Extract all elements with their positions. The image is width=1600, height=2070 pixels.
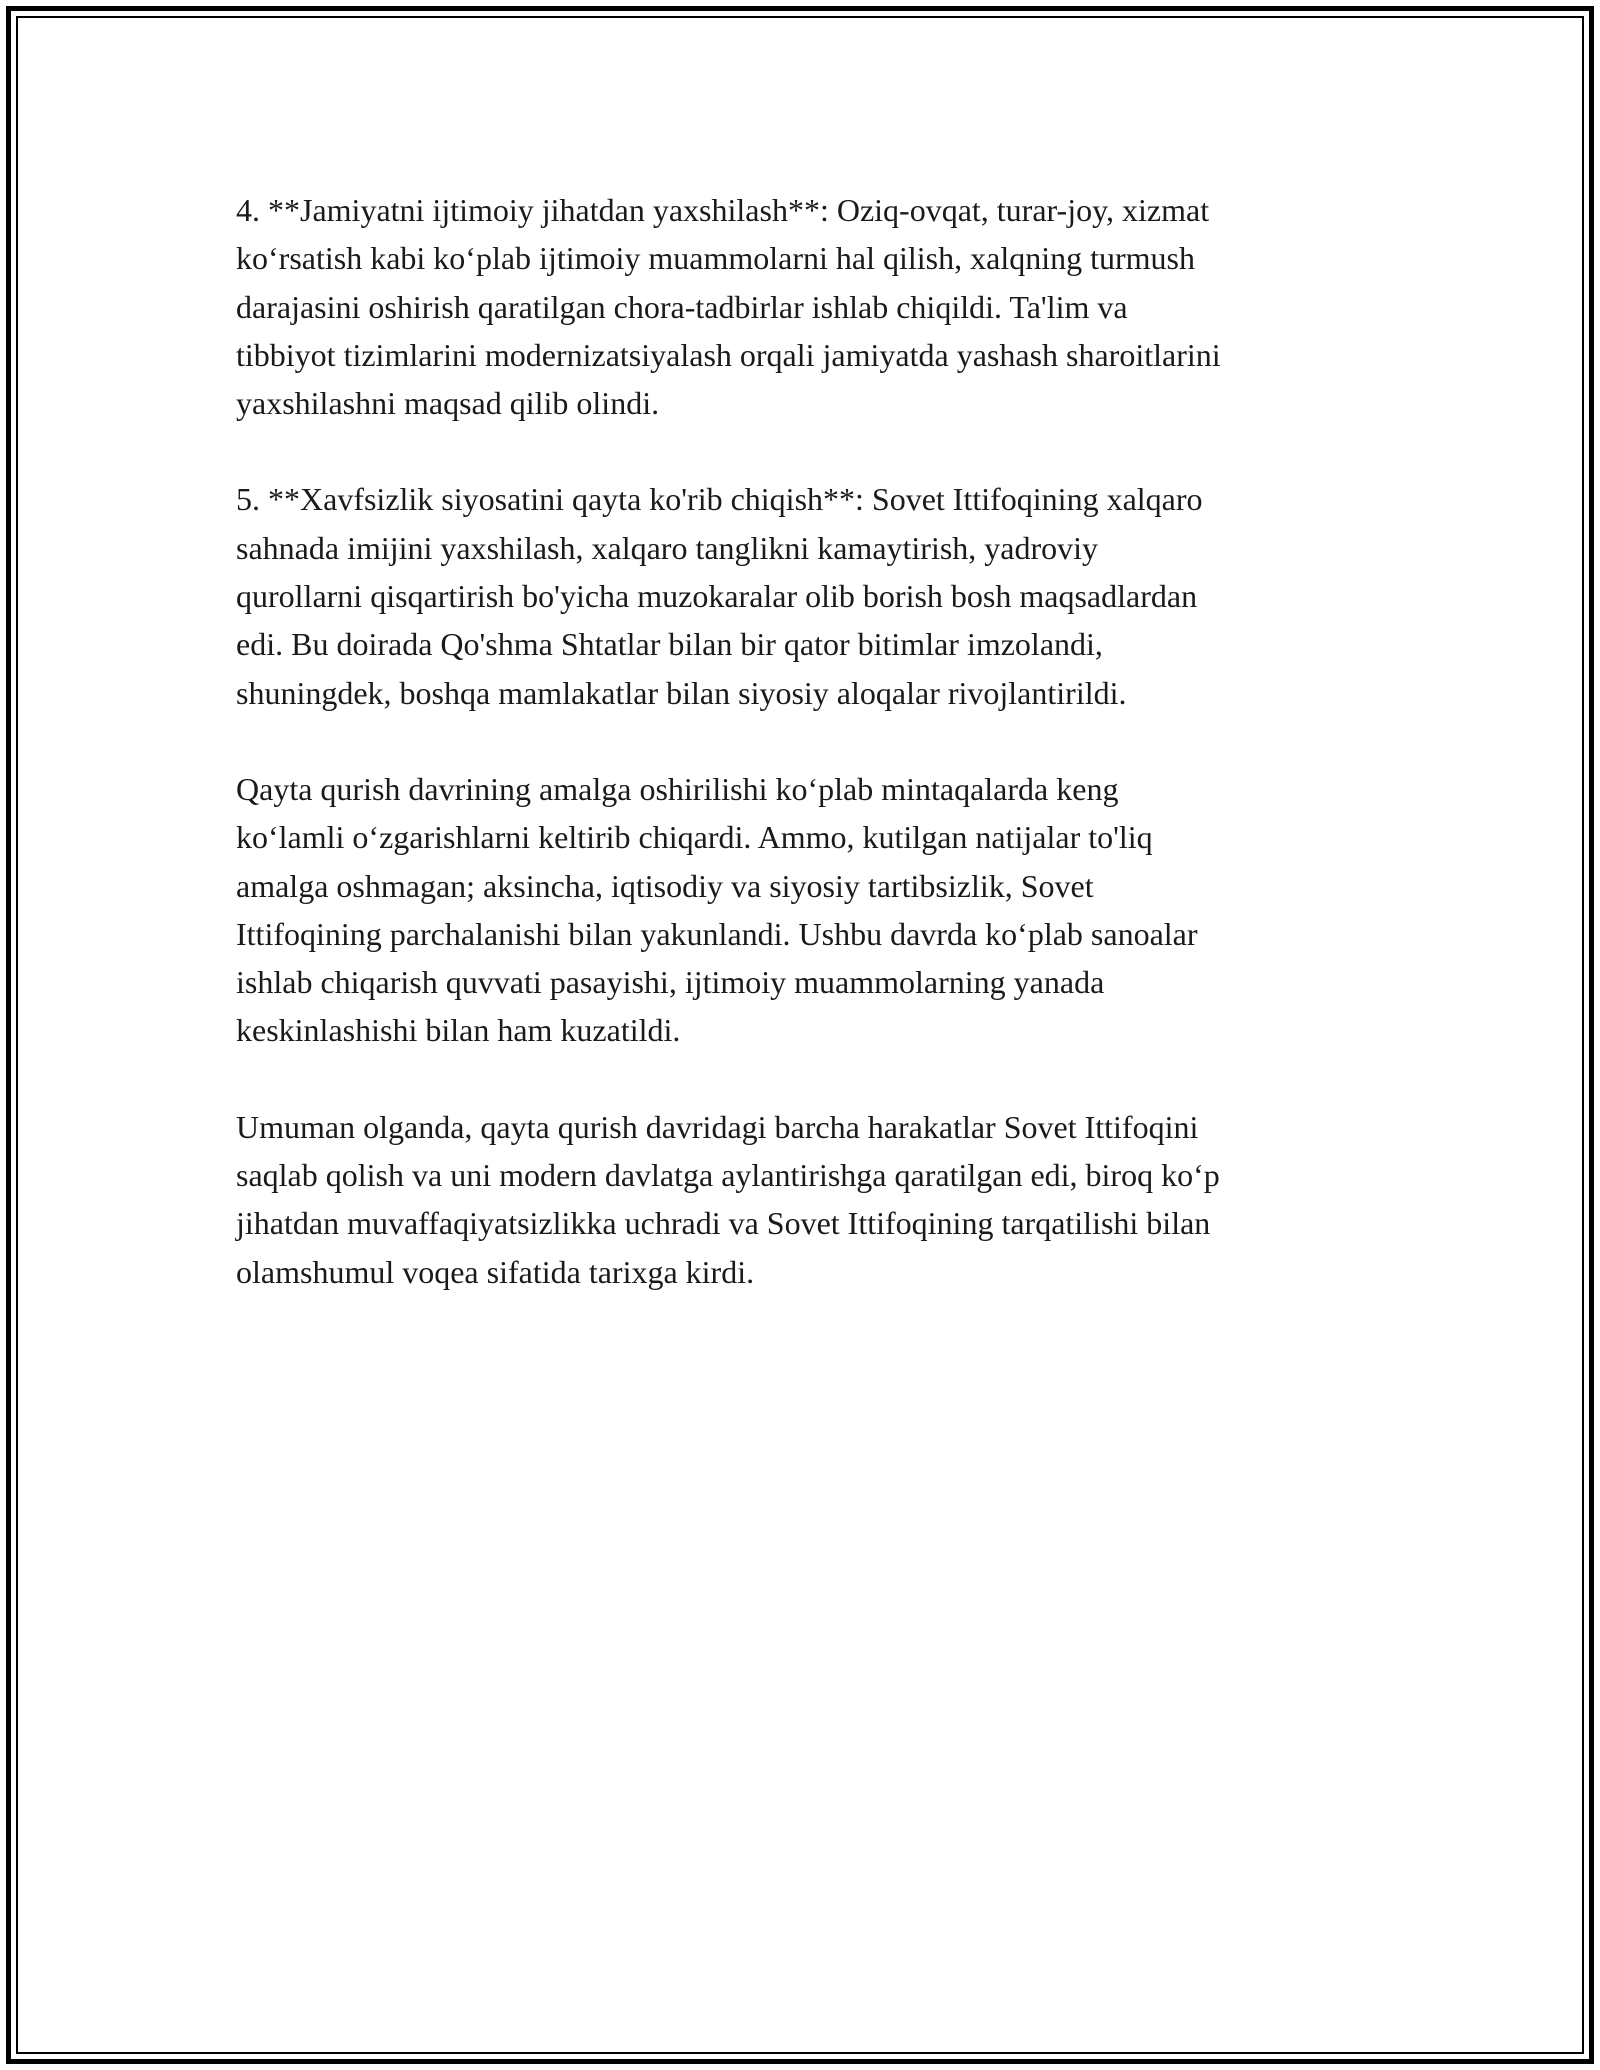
paragraph-outcome [236, 765, 1386, 1055]
text-line: ishlab chiqarish quvvati pasayishi, ijtimoiy muammolarning yanada [236, 964, 1105, 1001]
paragraph-5-security-policy [236, 475, 1386, 716]
text-line: sahnada imijini yaxshilash, xalqaro tanglikni kamaytirish, yadroviy [236, 529, 1099, 566]
text-line: Ittifoqining parchalanishi bilan yakunlandi. Ushbu davrda ko‘plab sanoalar [236, 915, 1198, 952]
text-line: yaxshilashni maqsad qilib olindi. [236, 385, 660, 422]
text-line: qurollarni qisqartirish bo'yicha muzokaralar olib borish bosh maqsadlardan [236, 578, 1198, 615]
paragraph-4-social-improvement [236, 186, 1386, 427]
text-line: edi. Bu doirada Qo'shma Shtatlar bilan bir qator bitimlar imzolandi, [236, 626, 1103, 663]
text-line: saqlab qolish va uni modern davlatga aylantirishga qaratilgan edi, biroq ko‘p [236, 1157, 1220, 1194]
text-line: ko‘rsatish kabi ko‘plab ijtimoiy muammolarni hal qilish, xalqning turmush [236, 240, 1195, 277]
text-line: amalga oshmagan; aksincha, iqtisodiy va siyosiy tartibsizlik, Sovet [236, 867, 1094, 904]
paragraph-conclusion [236, 1103, 1386, 1296]
text-line: Qayta qurish davrining amalga oshirilishi ko‘plab mintaqalarda keng [236, 770, 1119, 807]
text-line: ko‘lamli o‘zgarishlarni keltirib chiqardi. Ammo, kutilgan natijalar to'liq [236, 819, 1153, 856]
text-line: olamshumul voqea sifatida tarixga kirdi. [236, 1253, 755, 1290]
text-line: keskinlashishi bilan ham kuzatildi. [236, 1012, 681, 1049]
text-line: jihatdan muvaffaqiyatsizlikka uchradi va Sovet Ittifoqining tarqatilishi bilan [236, 1205, 1211, 1242]
text-line: darajasini oshirish qaratilgan chora-tadbirlar ishlab chiqildi. Ta'lim va [236, 288, 1128, 325]
text-line: 4. **Jamiyatni ijtimoiy jihatdan yaxshilash**: Oziq-ovqat, turar-joy, xizmat [236, 192, 1210, 228]
text-line: Umuman olganda, qayta qurish davridagi barcha harakatlar Sovet Ittifoqini [236, 1108, 1199, 1145]
text-line: tibbiyot tizimlarini modernizatsiyalash orqali jamiyatda yashash sharoitlarini [236, 336, 1221, 373]
text-line: shuningdek, boshqa mamlakatlar bilan siyosiy aloqalar rivojlantirildi. [236, 674, 1127, 711]
document-body [236, 186, 1386, 1344]
text-line: 5. **Xavfsizlik siyosatini qayta ko'rib chiqish**: Sovet Ittifoqining xalqaro [236, 481, 1203, 518]
